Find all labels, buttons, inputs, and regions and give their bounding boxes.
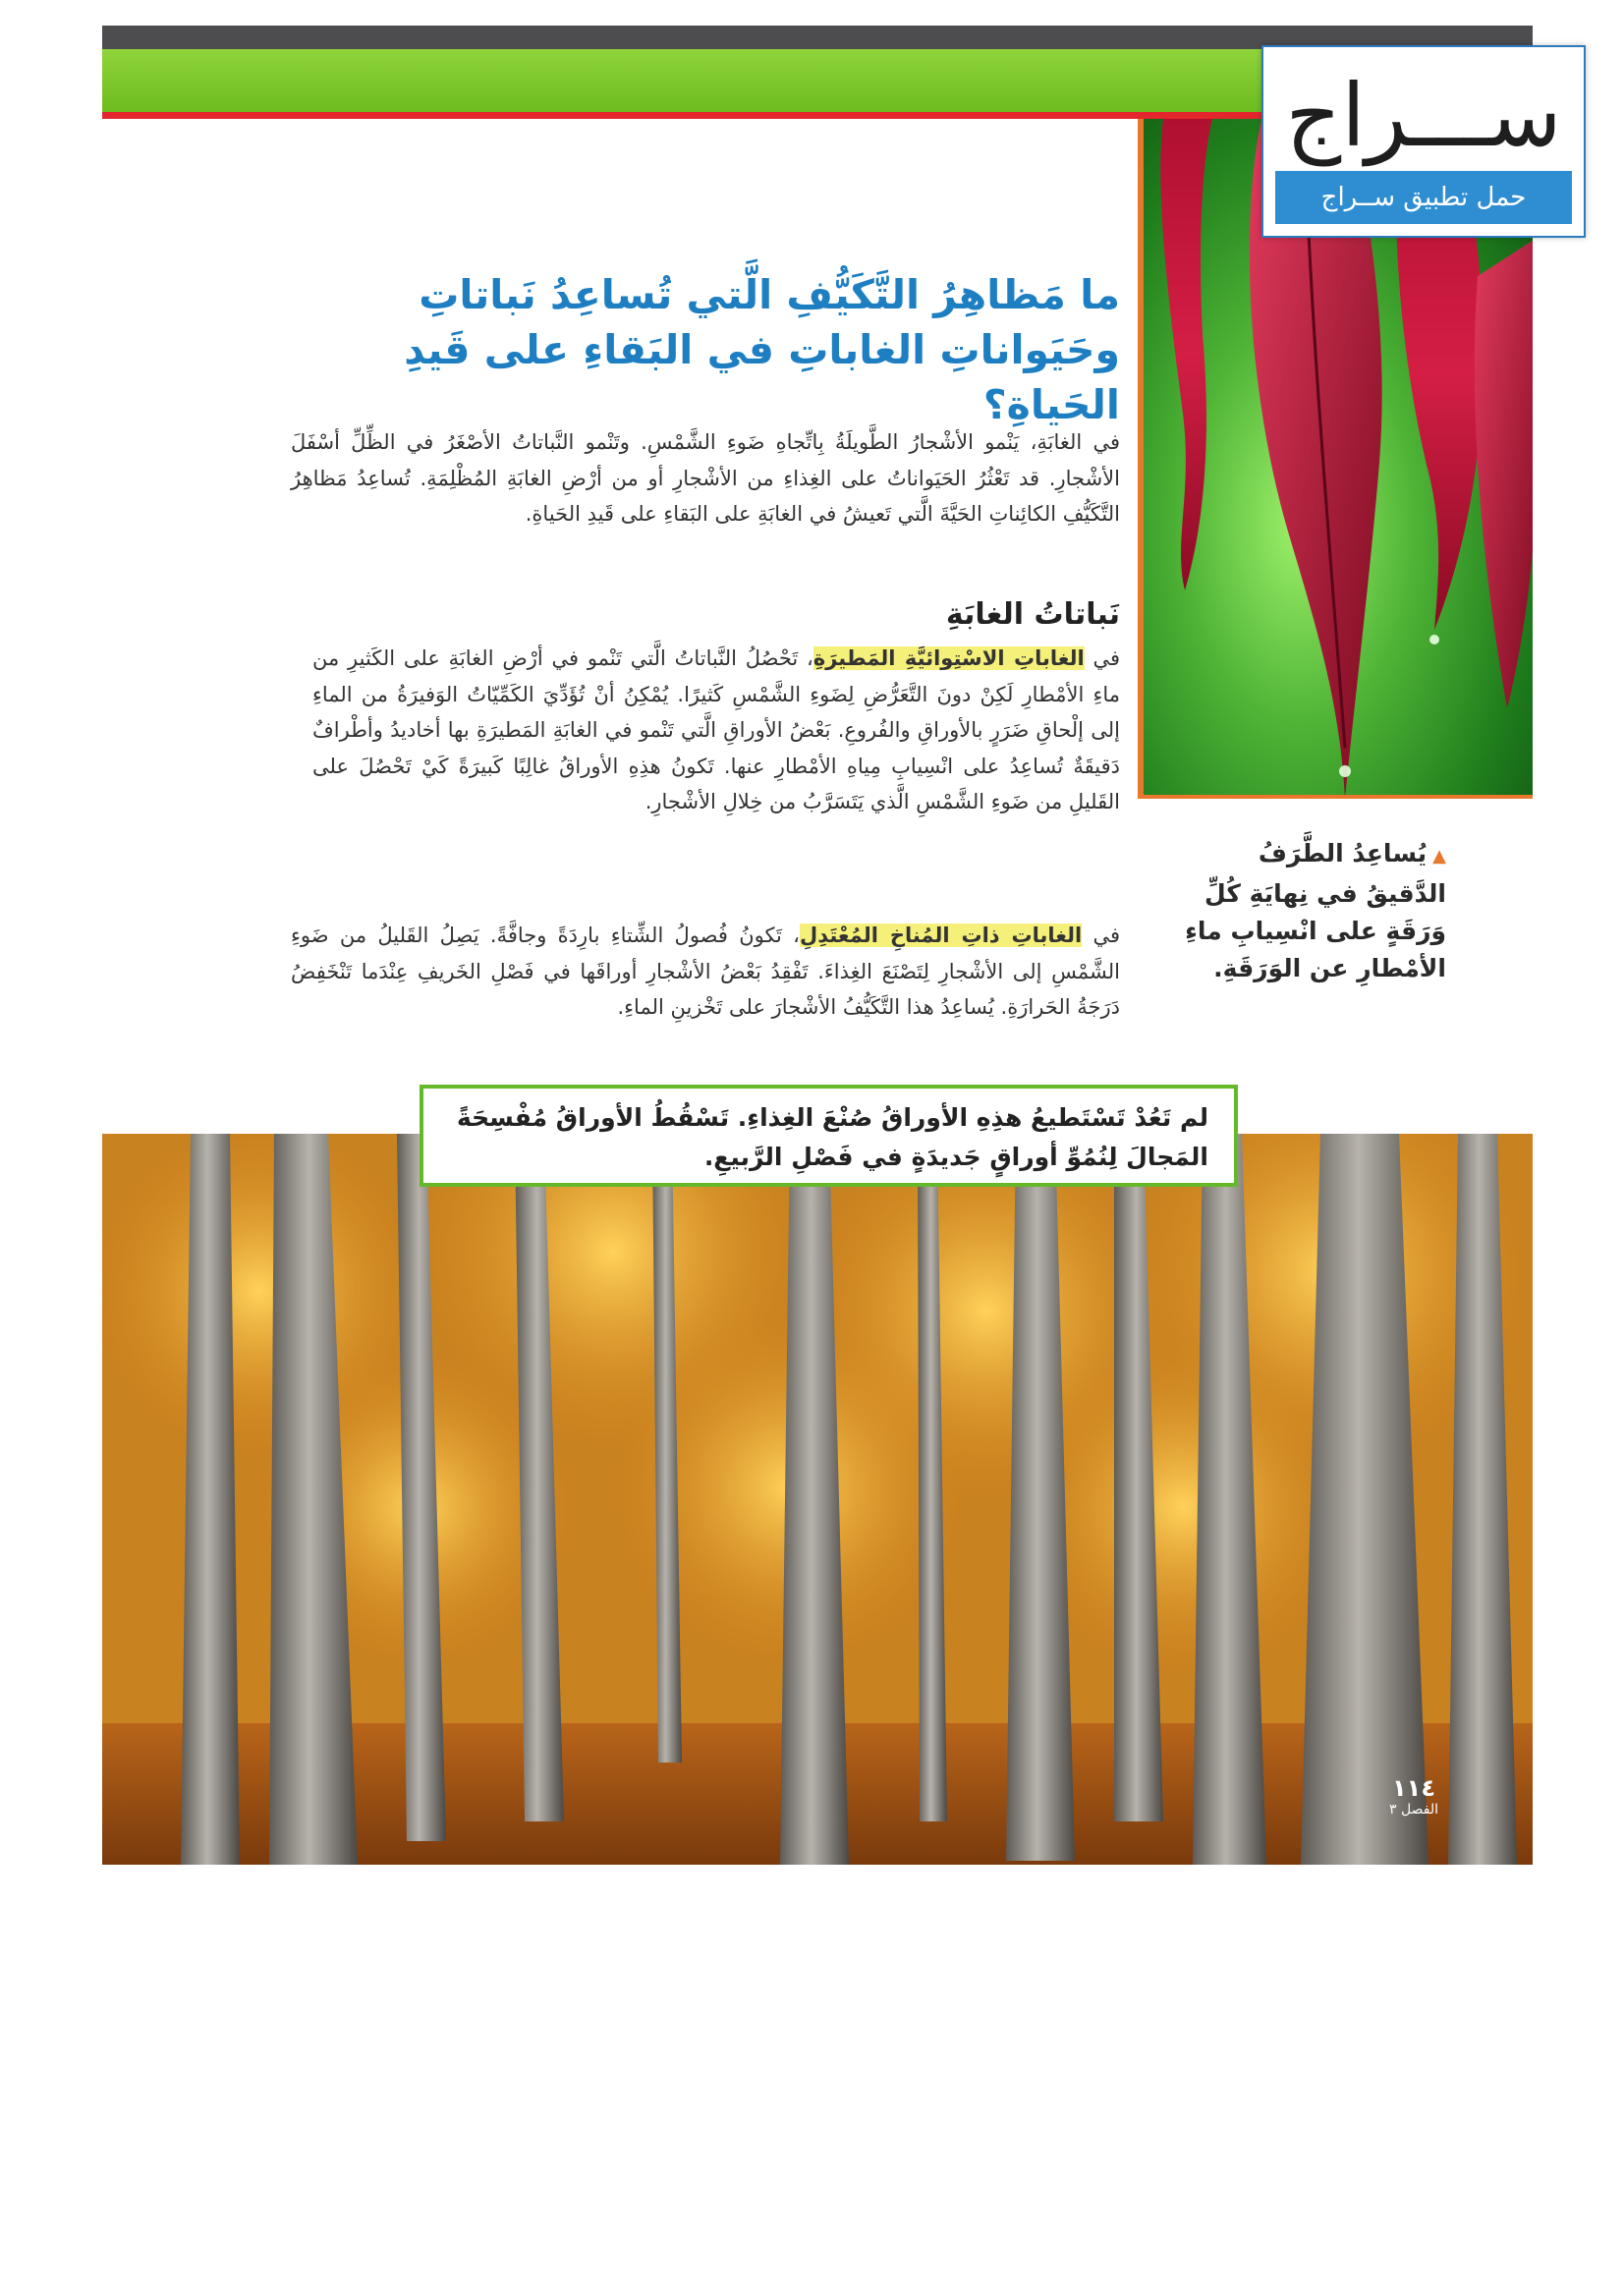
caption-text: يُساعِدُ الطَّرَفُ الدَّقيقُ في نِهايَةِ كُلِّ وَرَقَةٍ على انْسِيابِ ماءِ الأمْطارِ عن الوَرَقَةِ.: [1185, 839, 1446, 982]
forest-photo: [102, 1134, 1533, 1865]
lesson-question-heading: ما مَظاهِرُ التَّكَيُّفِ الَّتي تُساعِدُ نَباتاتِ وحَيَواناتِ الغاباتِ في البَقاءِ على قَيدِ الحَياةِ؟: [404, 271, 1120, 428]
paragraph-lead: في: [1082, 924, 1121, 947]
brand-logo-box[interactable]: [1261, 45, 1586, 238]
highlight-term-rainforest: الغاباتِ الاسْتِوائيَّةِ المَطيرَةِ: [812, 646, 1085, 670]
caption-triangle-icon: ▲: [1432, 846, 1446, 867]
paragraph-body: ، تَحْصُلُ النَّباتاتُ الَّتي تَنْمو في أرْضِ الغابَةِ على الكَثيرِ من ماءِ الأمْطارِ لَكِنْ دونَ التَّعَرُّضِ لِضَوءِ الشَّمْسِ كَثيرًا. يُمْكِنُ أنْ تُؤَدِّيَ الكَمِّيّاتُ الوَفيرَةُ من الماءِ إلى إلْحاقِ ضَرَرٍ بالأوراقِ والفُروعِ. بَعْضُ الأوراقِ الَّتي تَنْمو في الغابَةِ المَطيرَةِ بها أخاديدُ وأطْرافٌ دَقيقَةٌ تُساعِدُ على انْسِيابِ مِياهِ الأمْطارِ عنها. تَكونُ هذِهِ الأوراقُ غالِبًا كَبيرَةً كَيْ تَحْصُلَ على القَليلِ من ضَوءِ الشَّمْسِ الَّذي يَتَسَرَّبُ من خِلالِ الأشْجارِ.: [312, 646, 1120, 813]
highlight-term-temperate: الغاباتِ ذاتِ المُناخِ المُعْتَدِلِ: [799, 924, 1083, 947]
forest-callout-box: لم تَعُدْ تَسْتَطيعُ هذِهِ الأوراقُ صُنْعَ الغِذاءِ. تَسْقُطُ الأوراقُ مُفْسِحَةً المَجالَ لِنُمُوِّ أوراقٍ جَديدَةٍ في فَصْلِ الرَّبيعِ.: [420, 1085, 1238, 1187]
chapter-label: الفصل ٣: [1389, 1802, 1438, 1818]
section-title: نَباتاتُ الغابَةِ: [945, 597, 1120, 632]
page-number-value: ١١٤: [1392, 1774, 1435, 1802]
brand-name: ســـراج: [1285, 65, 1562, 166]
leaf-photo-caption: [1175, 835, 1446, 987]
intro-paragraph: في الغابَةِ، يَنْمو الأشْجارُ الطَّويلَةُ بِاتِّجاهِ ضَوءِ الشَّمْسِ. وتَنْمو النَّباتاتُ الأصْغَرُ في الظِّلِّ أسْفَلَ الأشْجارِ. قد تَعْثُرُ الحَيَواناتُ على الغِذاءِ من الأشْجارِ أو من أرْضِ الغابَةِ المُظْلِمَةِ. تُساعِدُ مَظاهِرُ التَّكَيُّفِ الكائِناتِ الحَيَّةَ الَّتي تَعيشُ في الغابَةِ على البَقاءِ على قَيدِ الحَياةِ.: [291, 430, 1120, 526]
temperate-forest-paragraph: [291, 918, 1120, 1026]
rainforest-paragraph: [312, 641, 1120, 820]
paragraph-lead: في: [1084, 646, 1121, 670]
autumn-forest-image: [102, 1134, 1533, 1865]
download-app-banner[interactable]: حمل تطبيق ســراج: [1275, 171, 1572, 224]
paragraph-body: ، تَكونُ فُصولُ الشِّتاءِ بارِدَةً وجافَّةً. يَصِلُ القَليلُ من ضَوءِ الشَّمْسِ إلى الأشْجارِ لِتَصْنَعَ الغِذاءَ. تَفْقِدُ بَعْضُ الأشْجارِ أوراقَها في فَصْلِ الخَريفِ عِنْدَما تَنْخَفِضُ دَرَجَةُ الحَرارَةِ. يُساعِدُ هذا التَّكَيُّفُ الأشْجارَ على تَخْزينِ الماءِ.: [291, 924, 1120, 1019]
page-number: [1379, 1774, 1448, 1818]
